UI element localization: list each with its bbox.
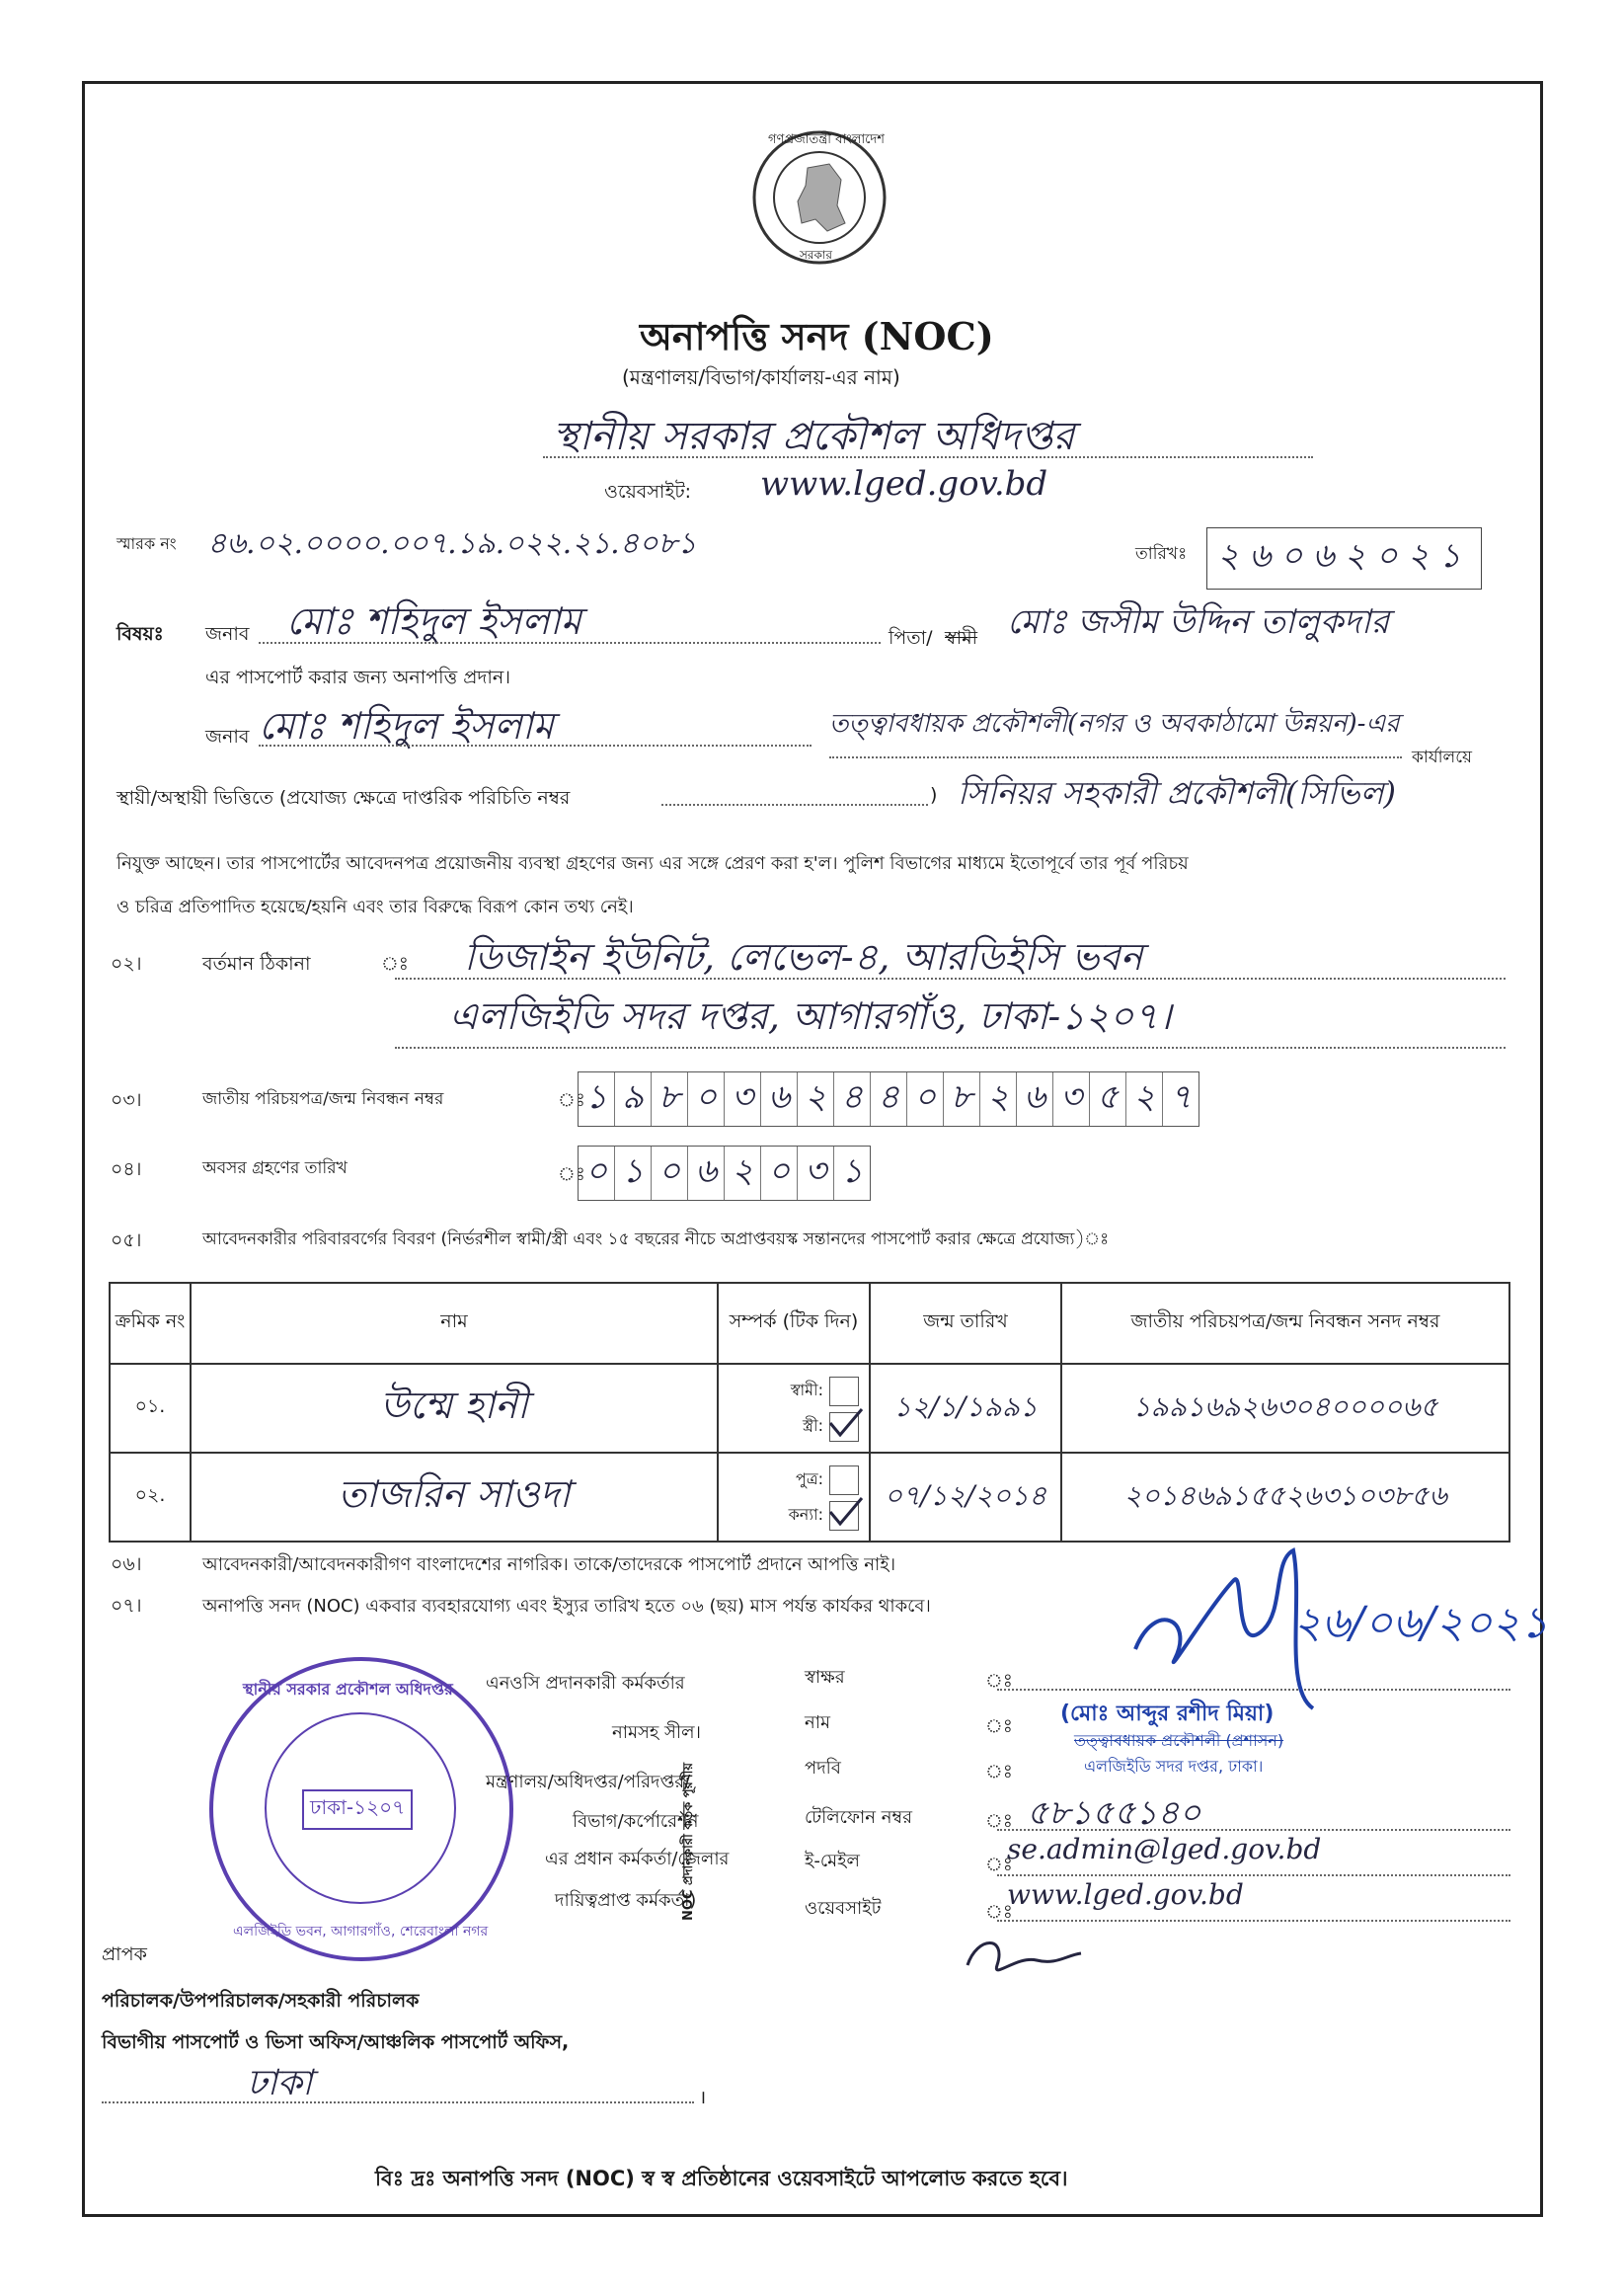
telephone-value: ৫৮১৫৫১৪০: [1027, 1793, 1201, 1833]
close-paren: ): [930, 784, 938, 806]
initial-scribble: [958, 1926, 1086, 1985]
nid-digit: ৮: [652, 1072, 688, 1126]
applicant-name-line: [259, 642, 881, 644]
item4-colon: ঃ: [558, 1163, 585, 1185]
item6-number: ০৬।: [111, 1553, 142, 1575]
subject-label: বিষয়ঃ: [116, 623, 164, 645]
nid-digit: ২: [1126, 1072, 1163, 1126]
office-detail: তত্ত্বাবধায়ক প্রকৌশলী(নগর ও অবকাঠামো উন্নয়ন)-এর: [829, 709, 1400, 739]
item5-number: ০৫।: [111, 1229, 142, 1251]
officer-note-3: মন্ত্রণালয়/অধিদপ্তর/পরিদপ্তর/: [486, 1772, 691, 1792]
officer-note-4: বিভাগ/কর্পোরেশন: [573, 1811, 699, 1832]
subject-line: এর পাসপোর্ট করার জন্য অনাপত্তি প্রদান।: [205, 667, 511, 688]
retirement-digit: ০: [579, 1147, 615, 1200]
family-table: [109, 1282, 1510, 1543]
para-line-2: ও চরিত্র প্রতিপাদিত হয়েছে/হয়নি এবং তার বিরুদ্ধে বিরূপ কোন তথ্য নেই।: [116, 897, 634, 917]
nid-digit: ৬: [1017, 1072, 1053, 1126]
row-serial: ০১.: [110, 1364, 191, 1453]
name-repeat-line: [259, 745, 812, 747]
retirement-digit: ৬: [688, 1147, 725, 1200]
nid-digit: ০: [907, 1072, 944, 1126]
address-line-1-rule: [395, 978, 1506, 980]
janab-label-2: জনাব: [205, 726, 250, 748]
item3-colon: ঃ: [558, 1089, 585, 1111]
row-nid: [1061, 1453, 1509, 1542]
nid-digit: ৬: [761, 1072, 798, 1126]
nid-digit: ৩: [725, 1072, 761, 1126]
row-nid-text: ২০১৪৬৯১৫৫২৬৩১০৩৮৫৬: [1123, 1478, 1447, 1512]
office-stamp: [209, 1657, 513, 1961]
nid-digit: ২: [980, 1072, 1017, 1126]
officer-designation: তত্ত্বাবধায়ক প্রকৌশলী (প্রশাসন): [1074, 1731, 1284, 1750]
relation-a-checkbox[interactable]: [829, 1377, 859, 1406]
officer-note-1: এনওসি প্রদানকারী কর্মকর্তার: [486, 1673, 685, 1694]
row-relation: [718, 1453, 870, 1542]
header-name: নাম: [191, 1283, 718, 1364]
relation-b-checkbox[interactable]: [829, 1412, 859, 1442]
item4-label: অবসর গ্রহণের তারিখ: [202, 1158, 348, 1178]
row-dob-text: ১২/১/১৯৯১: [892, 1389, 1039, 1423]
date-value: ২৬০৬২০২১: [1217, 536, 1471, 576]
item2-label: বর্তমান ঠিকানা: [202, 953, 311, 975]
nid-digit: ৪: [834, 1072, 871, 1126]
relation-b-checkbox[interactable]: [829, 1501, 859, 1531]
retirement-digit: ০: [652, 1147, 688, 1200]
officer-office-line: এলজিইডি সদর দপ্তর, ঢাকা।: [1084, 1757, 1264, 1776]
recipient-line-2: বিভাগীয় পাসপোর্ট ও ভিসা অফিস/আঞ্চলিক পাসপোর্ট অফিস,: [102, 2031, 570, 2053]
item2-number: ০২।: [111, 953, 142, 975]
address-line-2: এলজিইডি সদর দপ্তর, আগারগাঁও, ঢাকা-১২০৭।: [449, 994, 1172, 1038]
retirement-digit: ১: [615, 1147, 652, 1200]
stamp-top-text: স্থানীয় সরকার প্রকৌশল অধিদপ্তর: [243, 1680, 453, 1699]
row-name: [191, 1364, 718, 1453]
table-row: [110, 1453, 1509, 1542]
header-dob: জন্ম তারিখ: [870, 1283, 1061, 1364]
memo-label: স্মারক নং: [116, 534, 177, 553]
email-label: ই-মেইল: [805, 1851, 860, 1871]
telephone-label: টেলিফোন নম্বর: [805, 1807, 912, 1828]
designation: সিনিয়র সহকারী প্রকৌশলী(সিভিল): [958, 774, 1397, 812]
retirement-digit: ২: [725, 1147, 761, 1200]
header-serial: ক্রমিক নং: [110, 1283, 191, 1364]
row-nid-text: ১৯৯১৬৯২৬৩০৪০০০০৬৫: [1132, 1389, 1438, 1423]
check-mark-icon: [828, 1407, 864, 1437]
office-caption: (মন্ত্রণালয়/বিভাগ/কার্যালয়-এর নাম): [622, 365, 900, 389]
office-suffix: কার্যালয়ে: [1412, 748, 1473, 767]
officer-note-6: দায়িত্বপ্রাপ্ত কর্মকর্তা): [555, 1890, 697, 1911]
row-dob-text: ০৭/১২/২০১৪: [884, 1478, 1047, 1512]
item7-text: অনাপত্তি সনদ (NOC) একবার ব্যবহারযোগ্য এবং ইস্যুর তারিখ হতে ০৬ (ছয়) মাস পর্যন্ত কার্যকর থাকবে।: [202, 1596, 931, 1617]
office-detail-line: [829, 756, 1402, 758]
nid-digit: ৮: [944, 1072, 980, 1126]
recipient-line-end: ।: [699, 2087, 707, 2108]
address-line-2-rule: [395, 1047, 1506, 1049]
item5-label: আবেদনকারীর পরিবারবর্গের বিবরণ (নির্ভরশীল স্বামী/স্ত্রী এবং ১৫ বছরের নীচে অপ্রাপ্তবয়স্ক সন্তানদের পাসপোর্ট করার ক্ষেত্রে প্রযোজ্য)ঃ: [202, 1229, 1110, 1249]
colon-5: ঃ: [985, 1854, 1013, 1875]
nid-digit: ০: [688, 1072, 725, 1126]
officer-name: (মোঃ আব্দুর রশীদ মিয়া): [1060, 1702, 1275, 1726]
retirement-digit: ১: [840, 1150, 864, 1191]
nid-digit: ৪: [871, 1072, 907, 1126]
row-dob: [870, 1364, 1061, 1453]
table-row: [110, 1364, 1509, 1453]
retirement-digit: ০: [761, 1147, 798, 1200]
website-field-line: [997, 1920, 1510, 1922]
recipient-label: প্রাপক: [102, 1943, 147, 1965]
para-line-1: নিযুক্ত আছেন। তার পাসপোর্টের আবেদনপত্র প্রয়োজনীয় ব্যবস্থা গ্রহণের জন্য এর সঙ্গে প্রেরণ করা হ'ল। পুলিশ বিভাগের মাধ্যমে ইতোপূর্বে তার পূর্ব পরিচয়: [116, 853, 1189, 874]
telephone-line: [997, 1829, 1510, 1831]
janab-label: জনাব: [205, 623, 250, 645]
relation-b-label: কন্যা:: [788, 1505, 823, 1524]
email-value: se.admin@lged.gov.bd: [1007, 1833, 1322, 1865]
memo-number: ৪৬.০২.০০০০.০০৭.১৯.০২২.২১.৪০৮১: [207, 526, 697, 561]
item6-text: আবেদনকারী/আবেদনকারীগণ বাংলাদেশের নাগরিক। তাকে/তাদেরকে পাসপোর্ট প্রদানে আপত্তি নাই।: [202, 1554, 896, 1575]
row-name-text: উম্মে হানী: [380, 1384, 528, 1427]
permanent-basis-label: স্থায়ী/অস্থায়ী ভিত্তিতে (প্রযোজ্য ক্ষেত্রে দাপ্তরিক পরিচিতি নম্বর: [116, 787, 571, 809]
retirement-date-boxes: [578, 1146, 871, 1201]
relation-a-label: পুত্র:: [795, 1469, 823, 1488]
item3-label: জাতীয় পরিচয়পত্র/জন্ম নিবন্ধন নম্বর: [202, 1089, 444, 1109]
recipient-city: ঢাকা: [247, 2063, 313, 2103]
nid-digit: ১: [579, 1072, 615, 1126]
stamp-bottom-text: এলজিইডি ভবন, আগারগাঁও, শেরেবাংলা নগর: [233, 1924, 489, 1940]
government-seal: [750, 128, 889, 267]
nid-digit: ৯: [615, 1072, 652, 1126]
office-name: স্থানীয় সরকার প্রকৌশল অধিদপ্তর: [553, 414, 1075, 459]
check-mark-icon: [828, 1496, 864, 1526]
relation-a-checkbox[interactable]: [829, 1465, 859, 1495]
relation-b-label: স্ত্রী:: [803, 1416, 823, 1435]
office-id-line: [661, 804, 928, 806]
item4-number: ০৪।: [111, 1158, 142, 1180]
website-field-label: ওয়েবসাইট: [805, 1898, 882, 1919]
nid-digit: ৭: [1169, 1076, 1193, 1117]
noc-vertical-label: NOC প্রদানকারী কর্তৃক পূরণীয়: [681, 1762, 696, 1921]
nid-digit: ২: [798, 1072, 834, 1126]
item2-colon: ঃ: [381, 953, 409, 975]
row-relation: [718, 1364, 870, 1453]
seal-bottom-text: সরকার: [800, 248, 833, 262]
applicant-name: মোঃ শহিদুল ইসলাম: [286, 599, 581, 643]
retirement-digit: ৩: [798, 1147, 834, 1200]
relation-a-label: স্বামী:: [790, 1381, 823, 1399]
website-label: ওয়েবসাইট:: [604, 481, 692, 503]
header-relation: সম্পর্ক (টিক দিন): [718, 1283, 870, 1364]
row-nid: [1061, 1364, 1509, 1453]
nid-digit: ৩: [1053, 1072, 1090, 1126]
office-name-line: [543, 456, 1313, 458]
husband-label: স্বামী: [945, 627, 978, 649]
website-value: www.lged.gov.bd: [760, 464, 1048, 504]
row-name: [191, 1453, 718, 1542]
colon-3: ঃ: [985, 1761, 1013, 1782]
item7-number: ০৭।: [111, 1595, 142, 1617]
signature-label: স্বাক্ষর: [805, 1667, 845, 1688]
date-label: তারিখঃ: [1135, 544, 1188, 564]
row-serial: ০২.: [110, 1453, 191, 1542]
item3-number: ০৩।: [111, 1089, 142, 1111]
name-label: নাম: [805, 1712, 830, 1733]
date-box: [1206, 527, 1482, 590]
email-line: [997, 1874, 1510, 1876]
nid-digit-boxes: [578, 1071, 1199, 1127]
colon-6: ঃ: [985, 1901, 1013, 1923]
colon-2: ঃ: [985, 1715, 1013, 1737]
seal-top-text: গণপ্রজাতন্ত্রী বাংলাদেশ: [768, 132, 885, 147]
header-nid: জাতীয় পরিচয়পত্র/জন্ম নিবন্ধন সনদ নম্বর: [1061, 1283, 1509, 1364]
signature-date: ২৬/০৬/২০২১: [1293, 1598, 1549, 1648]
colon-4: ঃ: [985, 1810, 1013, 1832]
row-dob: [870, 1453, 1061, 1542]
website-field-value: www.lged.gov.bd: [1007, 1878, 1244, 1911]
address-line-1: ডিজাইন ইউনিট, লেভেল-৪, আরডিইসি ভবন: [464, 935, 1143, 979]
footer-note: বিঃ দ্রঃ অনাপত্তি সনদ (NOC) স্ব স্ব প্রতিষ্ঠানের ওয়েবসাইটে আপলোড করতে হবে।: [375, 2167, 1068, 2190]
family-table-header: [110, 1283, 1509, 1364]
document-title: অনাপত্তি সনদ (NOC): [640, 314, 994, 358]
colon-1: ঃ: [985, 1670, 1013, 1692]
applicant-name-repeat: মোঃ শহিদুল ইসলাম: [259, 704, 554, 748]
officer-note-2: নামসহ সীল।: [612, 1722, 701, 1743]
officer-note-5: এর প্রধান কর্মকর্তা/জেলার: [545, 1849, 730, 1869]
stamp-center-text: ঢাকা-১২০৭: [302, 1789, 413, 1830]
father-name: মোঃ জসীম উদ্দিন তালুকদার: [1007, 602, 1390, 642]
father-label: পিতা/: [889, 627, 933, 649]
row-name-text: তাজরিন সাওদা: [338, 1472, 571, 1516]
designation-label: পদবি: [805, 1758, 841, 1779]
nid-digit: ৫: [1090, 1072, 1126, 1126]
recipient-city-line: [102, 2101, 694, 2103]
recipient-line-1: পরিচালক/উপপরিচালক/সহকারী পরিচালক: [102, 1990, 420, 2012]
